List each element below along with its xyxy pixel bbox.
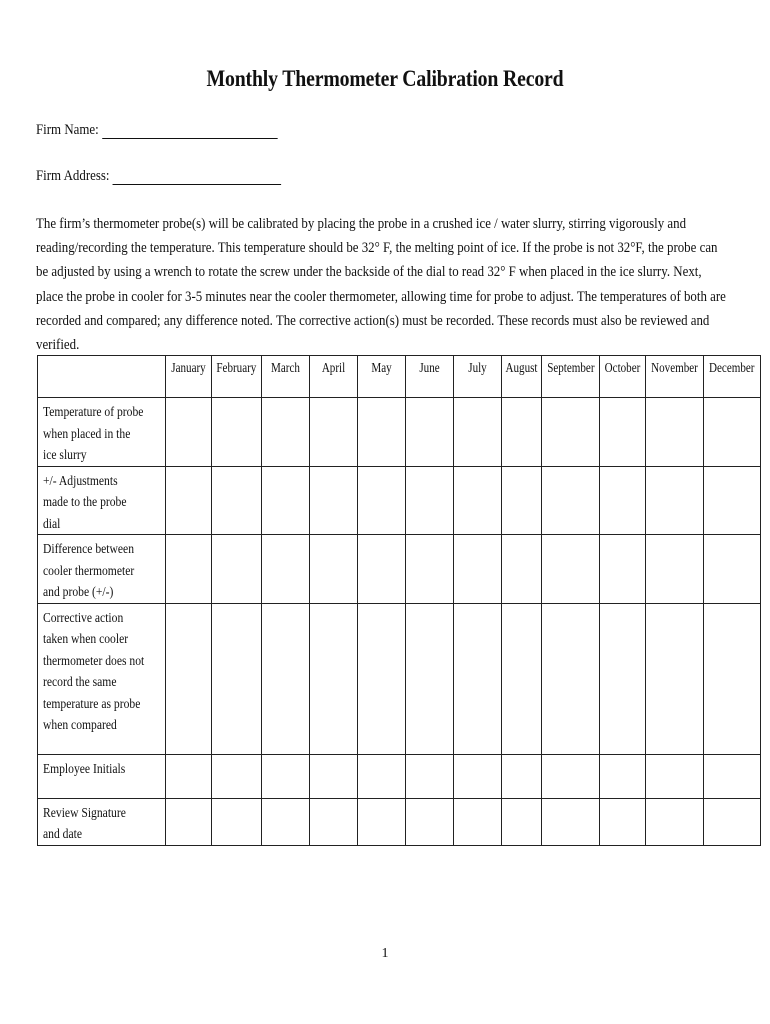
entry-cell[interactable] [405,798,453,845]
entry-cell[interactable] [212,535,262,604]
month-header: August [501,356,541,398]
entry-cell[interactable] [166,798,212,845]
entry-cell[interactable] [261,603,309,754]
month-header: February [212,356,262,398]
corner-cell [38,356,166,398]
entry-cell[interactable] [166,466,212,535]
entry-cell[interactable] [309,535,357,604]
entry-cell[interactable] [541,603,600,754]
entry-cell[interactable] [541,754,600,798]
table-row [38,798,761,845]
entry-cell[interactable] [600,535,646,604]
entry-cell[interactable] [261,398,309,467]
entry-cell[interactable] [453,603,501,754]
entry-cell[interactable] [357,754,405,798]
row-label: Employee Initials [38,754,166,798]
month-header: January [166,356,212,398]
entry-cell[interactable] [453,754,501,798]
entry-cell[interactable] [405,398,453,467]
entry-cell[interactable] [309,466,357,535]
entry-cell[interactable] [501,603,541,754]
entry-cell[interactable] [309,754,357,798]
entry-cell[interactable] [704,535,760,604]
row-label: Corrective action taken when cooler thermometer does not record the same temperature as probe when compared [38,603,166,754]
entry-cell[interactable] [600,798,646,845]
firm-name-field [36,122,278,139]
entry-cell[interactable] [261,798,309,845]
entry-cell[interactable] [704,798,760,845]
entry-cell[interactable] [646,754,704,798]
firm-address-field [36,168,281,185]
entry-cell[interactable] [166,535,212,604]
row-label: +/- Adjustments made to the probe dial [38,466,166,535]
page-title: Monthly Thermometer Calibration Record [206,66,564,91]
entry-cell[interactable] [166,398,212,467]
firm-name-line[interactable] [102,124,277,139]
entry-cell[interactable] [166,754,212,798]
entry-cell[interactable] [453,535,501,604]
month-header: December [704,356,760,398]
month-header: June [405,356,453,398]
firm-address-line[interactable] [113,170,282,185]
entry-cell[interactable] [646,798,704,845]
entry-cell[interactable] [357,603,405,754]
entry-cell[interactable] [405,603,453,754]
row-label: Difference between cooler thermometer and probe (+/-) [38,535,166,604]
entry-cell[interactable] [646,535,704,604]
entry-cell[interactable] [357,398,405,467]
entry-cell[interactable] [704,466,760,535]
entry-cell[interactable] [357,466,405,535]
entry-cell[interactable] [166,603,212,754]
month-header: July [453,356,501,398]
month-header: May [357,356,405,398]
entry-cell[interactable] [309,603,357,754]
entry-cell[interactable] [646,466,704,535]
entry-cell[interactable] [212,754,262,798]
entry-cell[interactable] [501,535,541,604]
entry-cell[interactable] [704,603,760,754]
entry-cell[interactable] [261,754,309,798]
entry-cell[interactable] [212,466,262,535]
month-header: April [309,356,357,398]
entry-cell[interactable] [309,398,357,467]
table-row [38,398,761,467]
table-row [38,535,761,604]
entry-cell[interactable] [405,535,453,604]
instructions-paragraph: The firm’s thermometer probe(s) will be calibrated by placing the probe in a crushed ice / water slurry, stirring vigorously and reading/recording the temperature. This temperature should be 32° F, the melting point of ice. If the probe is not 32°F, the probe can be adjusted by using a wrench to rotate the screw under the backside of the dial to read 32° F when placed in the ice slurry. Next, place the probe in cooler for 3-5 minutes near the cooler thermometer, allowing time for probe to adjust. The temperatures of both are recorded and compared; any difference noted. The corrective action(s) must be recorded. These records must also be reviewed and verified. [36,216,726,354]
entry-cell[interactable] [405,466,453,535]
entry-cell[interactable] [646,398,704,467]
entry-cell[interactable] [261,535,309,604]
entry-cell[interactable] [357,535,405,604]
entry-cell[interactable] [453,398,501,467]
firm-address-label: Firm Address: [36,168,110,184]
entry-cell[interactable] [405,754,453,798]
row-label: Review Signature and date [38,798,166,845]
entry-cell[interactable] [357,798,405,845]
table-row [38,754,761,798]
table-row [38,603,761,754]
page-number: 1 [381,946,389,961]
entry-cell[interactable] [541,466,600,535]
entry-cell[interactable] [541,798,600,845]
table-row [38,466,761,535]
entry-cell[interactable] [541,398,600,467]
month-header: November [646,356,704,398]
entry-cell[interactable] [261,466,309,535]
month-header-row [38,356,761,398]
month-header: October [600,356,646,398]
entry-cell[interactable] [212,603,262,754]
month-header: March [261,356,309,398]
entry-cell[interactable] [541,535,600,604]
entry-cell[interactable] [212,398,262,467]
entry-cell[interactable] [600,603,646,754]
entry-cell[interactable] [501,754,541,798]
entry-cell[interactable] [600,754,646,798]
row-label: Temperature of probe when placed in the ice slurry [38,398,166,467]
entry-cell[interactable] [501,798,541,845]
entry-cell[interactable] [453,798,501,845]
firm-name-label: Firm Name: [36,122,99,138]
entry-cell[interactable] [501,466,541,535]
calibration-table [37,355,761,846]
entry-cell[interactable] [704,754,760,798]
month-header: September [541,356,600,398]
entry-cell[interactable] [309,798,357,845]
entry-cell[interactable] [453,466,501,535]
entry-cell[interactable] [600,398,646,467]
entry-cell[interactable] [646,603,704,754]
entry-cell[interactable] [501,398,541,467]
entry-cell[interactable] [704,398,760,467]
entry-cell[interactable] [212,798,262,845]
entry-cell[interactable] [600,466,646,535]
